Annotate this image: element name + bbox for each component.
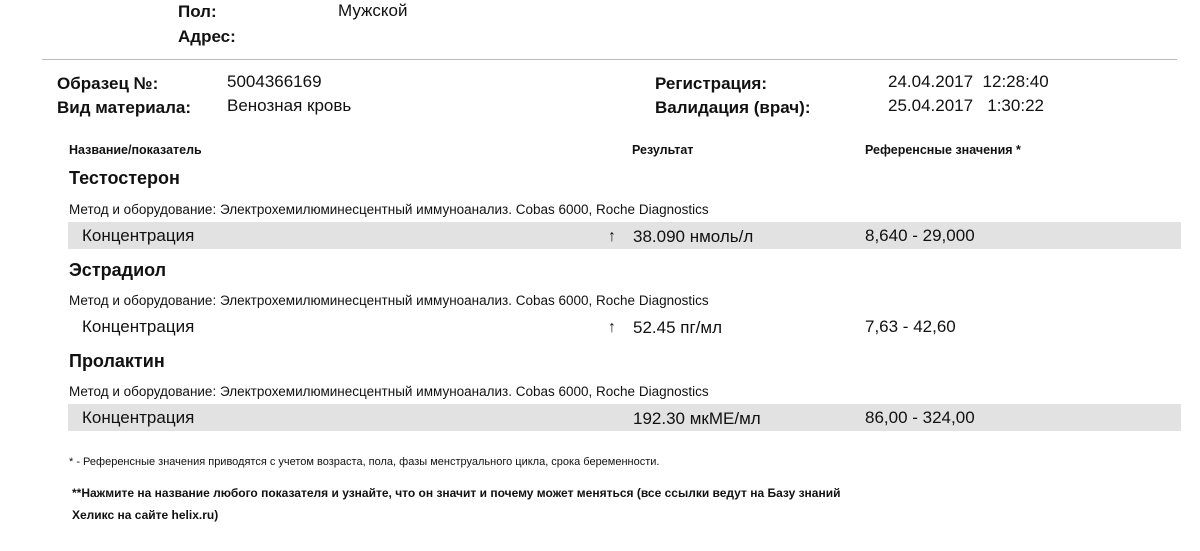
result-row-shading [68, 404, 1181, 431]
registration-label: Регистрация: [655, 74, 768, 93]
method-line: Метод и оборудование: Электрохемилюминесцентный иммуноанализ. Cobas 6000, Roche Diagnostics [69, 202, 709, 217]
method-line: Метод и оборудование: Электрохемилюминесцентный иммуноанализ. Cobas 6000, Roche Diagnostics [69, 293, 709, 308]
test-link-testosterone[interactable]: Тестостерон [69, 168, 180, 188]
registration-value: 24.04.2017 12:28:40 [888, 72, 1049, 91]
up-arrow-icon: ↑ [608, 228, 616, 245]
reference-range: 86,00 - 324,00 [865, 408, 975, 427]
result-value: 52.45 пг/мл [633, 318, 723, 337]
validation-label: Валидация (врач): [655, 98, 811, 117]
param-name: Концентрация [82, 408, 195, 427]
address-label: Адрес: [178, 27, 236, 46]
method-line: Метод и оборудование: Электрохемилюминесцентный иммуноанализ. Cobas 6000, Roche Diagnostics [69, 384, 709, 399]
sex-label: Пол: [178, 2, 217, 21]
sample-number-label: Образец №: [57, 74, 159, 93]
reference-footnote: * - Референсные значения приводятся с учетом возраста, пола, фазы менструального цикла, срока беременности. [69, 456, 660, 468]
result-row-shading [68, 222, 1181, 249]
test-name-prolactin[interactable] [69, 351, 165, 372]
column-header-reference: Референсные значения * [865, 143, 1021, 157]
column-header-result: Результат [632, 143, 694, 157]
column-header-name: Название/показатель [69, 143, 202, 157]
material-value: Венозная кровь [227, 96, 352, 115]
test-link-estradiol[interactable]: Эстрадиол [69, 260, 167, 280]
result-value: 192.30 мкМЕ/мл [633, 409, 761, 428]
param-name: Концентрация [82, 226, 195, 245]
sex-value: Мужской [338, 1, 408, 20]
up-arrow-icon: ↑ [608, 319, 616, 336]
test-name-testosterone[interactable] [69, 168, 180, 189]
knowledge-base-note-line2: Хеликс на сайте helix.ru) [72, 508, 219, 522]
material-label: Вид материала: [57, 98, 192, 117]
knowledge-base-note-line1: **Нажмите на название любого показателя и узнайте, что он значит и почему может меняться (все ссылки ведут на Базу знаний [72, 486, 841, 500]
validation-value: 25.04.2017 1:30:22 [888, 96, 1044, 115]
header-divider [42, 59, 1177, 60]
test-name-estradiol[interactable] [69, 260, 166, 281]
result-value: 38.090 нмоль/л [633, 227, 754, 246]
test-link-prolactin[interactable]: Пролактин [69, 351, 165, 371]
reference-range: 7,63 - 42,60 [865, 317, 956, 336]
reference-range: 8,640 - 29,000 [865, 226, 975, 245]
param-name: Концентрация [82, 317, 195, 336]
sample-number-value: 5004366169 [227, 72, 322, 91]
